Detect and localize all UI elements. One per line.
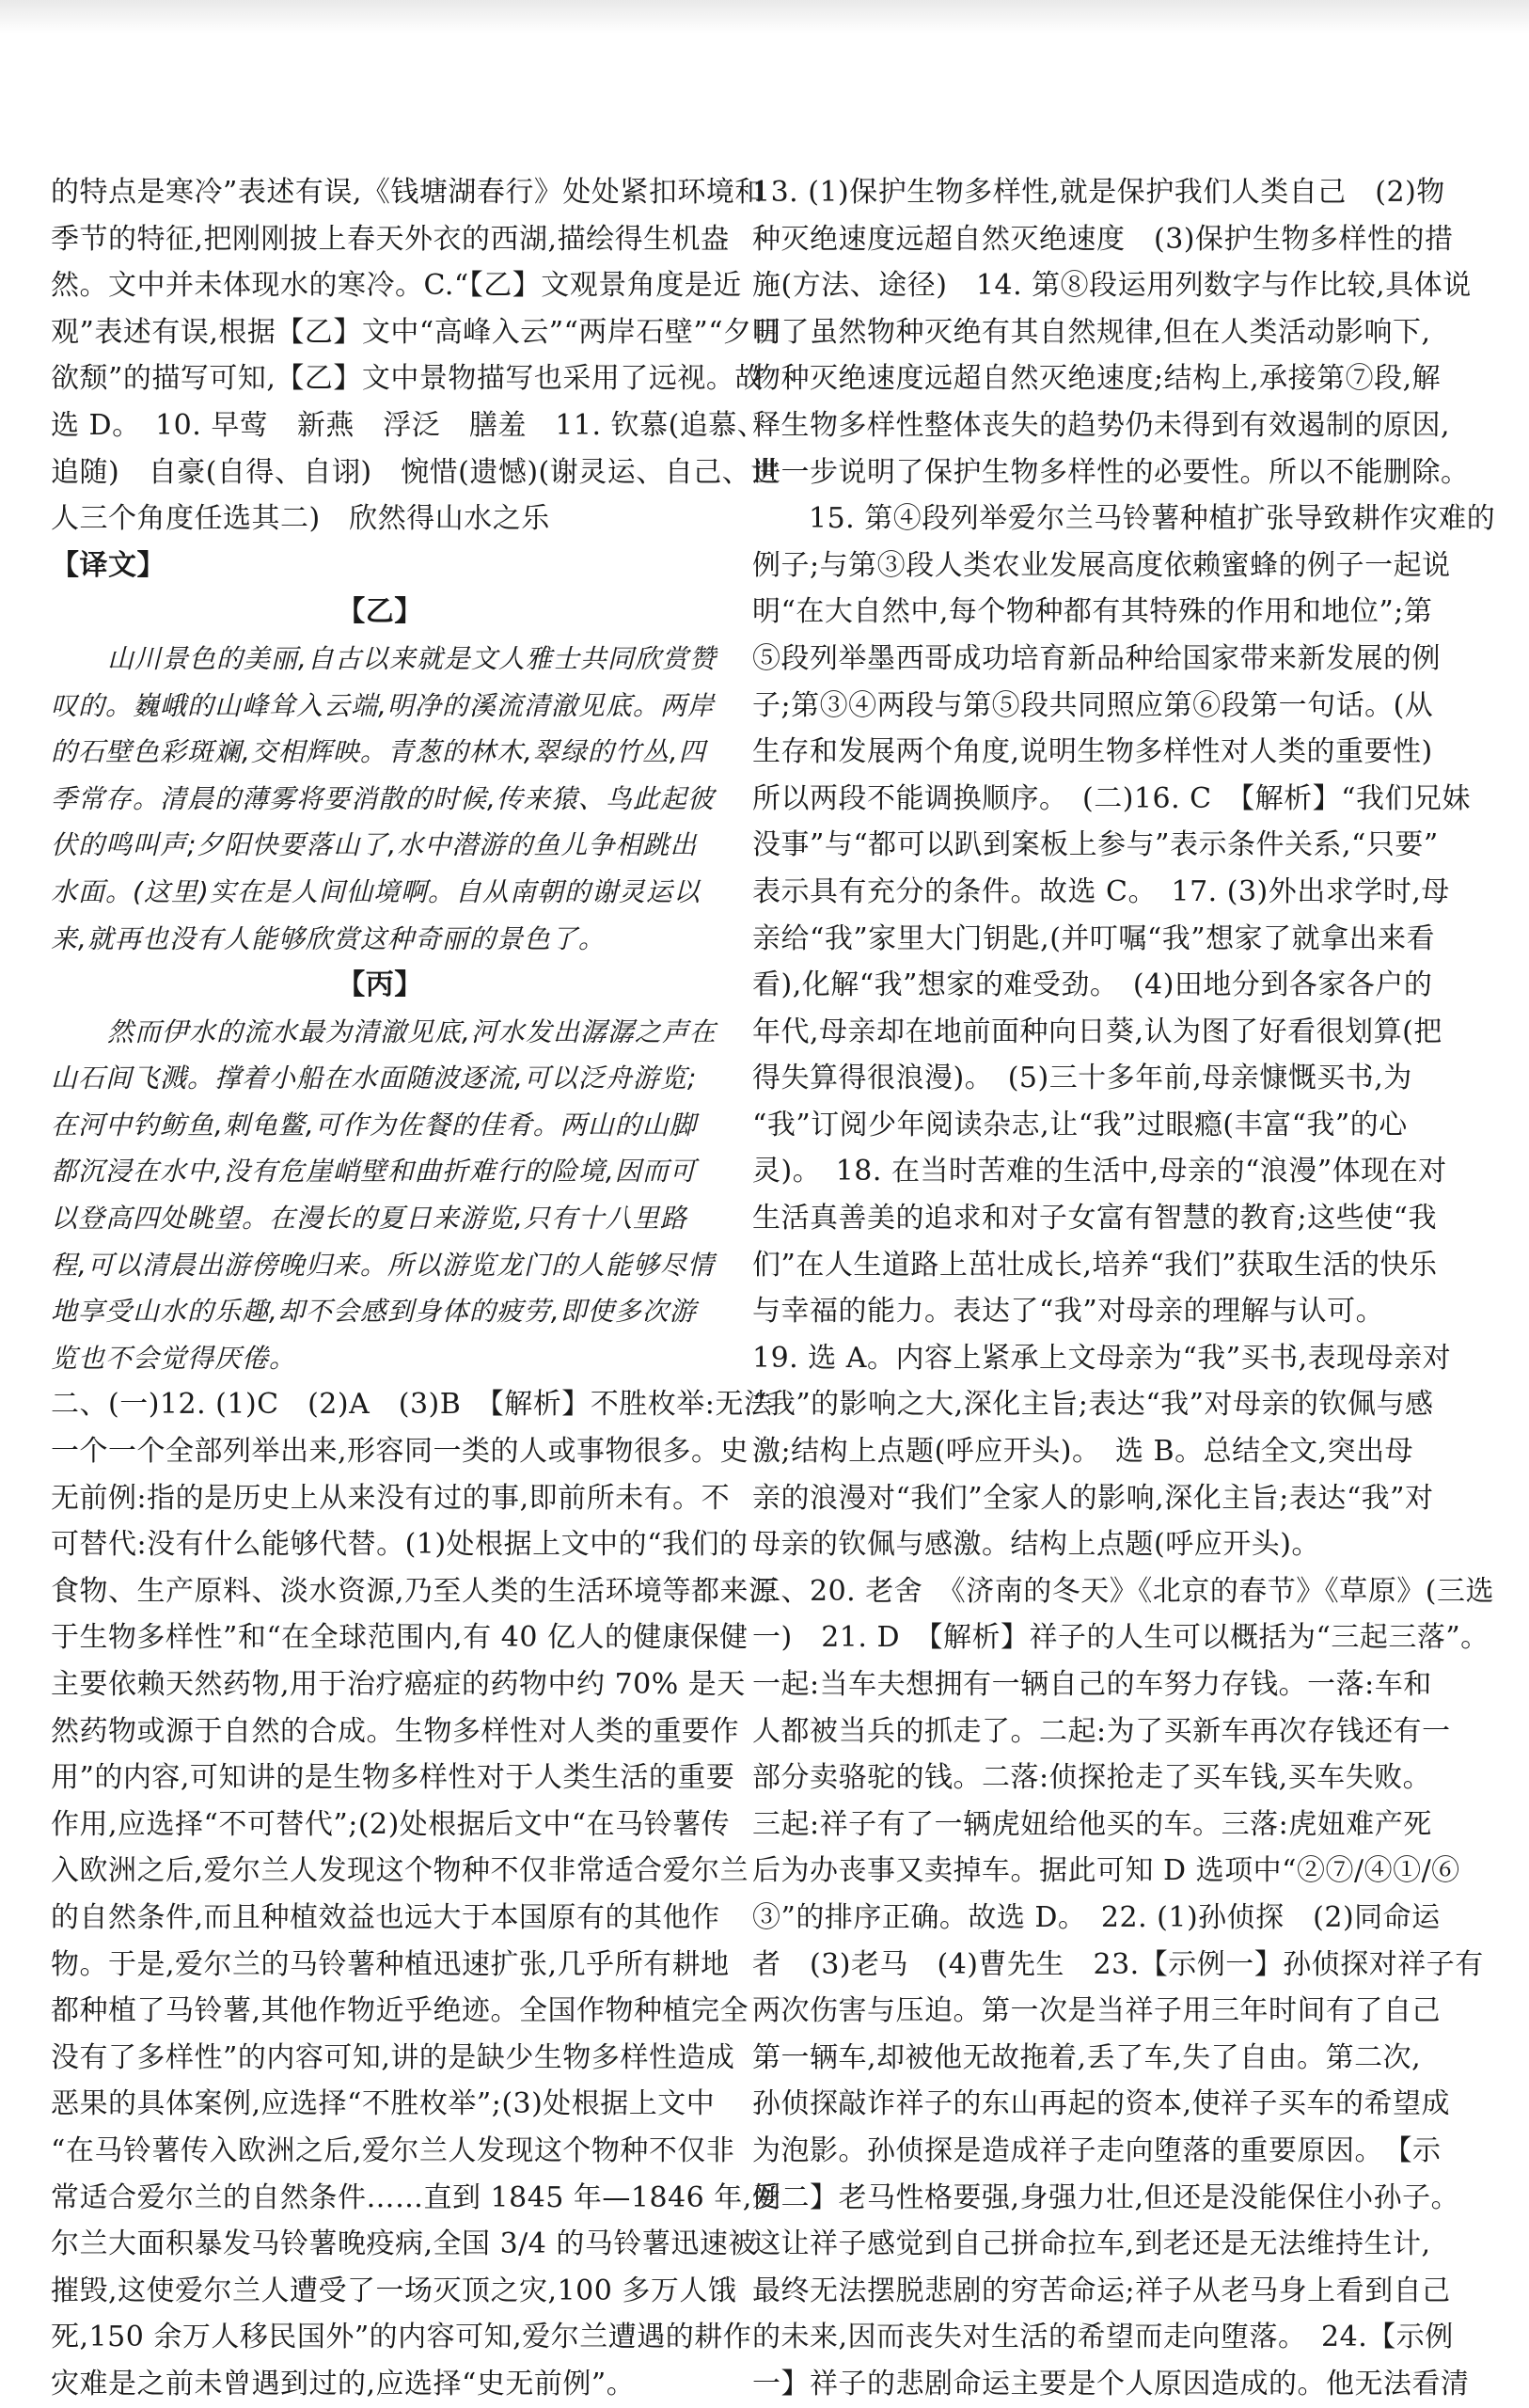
text-line: 的特点是寒冷”表述有误,《钱塘湖春行》处处紧扣环境和 (51, 176, 764, 209)
text-line: 进一步说明了保护生物多样性的必要性。所以不能删除。 (752, 455, 1470, 489)
text-line: 人三个角度任选其二) 欣然得山水之乐 (51, 502, 550, 536)
text-line: 于生物多样性”和“在全球范围内,有 40 亿人的健康保健 (51, 1621, 749, 1655)
text-line: 亲给“我”家里大门钥匙,(并叮嘱“我”想家了就拿出来看 (752, 921, 1436, 955)
text-line: 13. (1)保护生物多样性,就是保护我们人类自己 (2)物 (752, 176, 1445, 209)
text-line: 然而伊水的流水最为清澈见底,河水发出潺潺之声在 (107, 1015, 717, 1047)
text-line: 恶果的具体案例,应选择“不胜枚举”;(3)处根据上文中 (51, 2087, 716, 2121)
text-line: 没有了多样性”的内容可知,讲的是缺少生物多样性造成 (51, 2040, 735, 2074)
text-line: 亲的浪漫对“我们”全家人的影响,深化主旨;表达“我”对 (752, 1481, 1434, 1515)
text-line: 灵)。 18. 在当时苦难的生活中,母亲的“浪漫”体现在对 (752, 1155, 1447, 1188)
text-line: 伏的鸣叫声;夕阳快要落山了,水中潜游的鱼儿争相跳出 (51, 829, 698, 861)
text-line: 物种灭绝速度远超自然灭绝速度;结构上,承接第⑦段,解 (752, 362, 1442, 396)
right-column (752, 169, 1496, 2408)
text-line: 程,可以清晨出游傍晚归来。所以游览龙门的人能够尽情 (51, 1249, 715, 1281)
text-line: 在河中钓鲂鱼,刺龟鳖,可作为佐餐的佳肴。两山的山脚 (51, 1109, 697, 1141)
text-line: 地享受山水的乐趣,却不会感到身体的疲劳,即使多次游 (51, 1296, 697, 1328)
text-line: 人都被当兵的抓走了。二起:为了买新车再次存钱还有一 (752, 1714, 1451, 1748)
text-line: “在马铃薯传入欧洲之后,爱尔兰人发现这个物种不仅非 (51, 2133, 735, 2167)
text-line: 主要依赖天然药物,用于治疗癌症的药物中约 70% 是天 (51, 1668, 746, 1701)
text-line: 死,150 余万人移民国外”的内容可知,爱尔兰遭遇的耕作 (51, 2321, 752, 2354)
text-line: 都沉浸在水中,没有危崖峭壁和曲折难行的险境,因而可 (51, 1156, 697, 1188)
text-line: 两次伤害与压迫。第一次是当祥子用三年时间有了自己 (752, 1994, 1441, 2028)
text-line: 这让祥子感觉到自己拼命拉车,到老还是无法维持生计, (752, 2227, 1431, 2261)
text-line: 追随) 自豪(自得、自诩) 惋惜(遗憾)(谢灵运、自己、世 (51, 455, 780, 489)
text-line: 部分卖骆驼的钱。二落:侦探抢走了买车钱,买车失败。 (752, 1761, 1432, 1795)
text-line: 山石间飞溅。撑着小船在水面随波逐流,可以泛舟游览; (51, 1062, 698, 1094)
text-line: 观”表述有误,根据【乙】文中“高峰入云”“两岸石壁”“夕日 (51, 315, 781, 349)
text-line: 的自然条件,而且种植效益也远大于本国原有的其他作 (51, 1900, 720, 1934)
text-line: “我”的影响之大,深化主旨;表达“我”对母亲的钦佩与感 (752, 1388, 1434, 1422)
text-line: 然。文中并未体现水的寒冷。C.“【乙】文观景角度是近 (51, 269, 742, 303)
text-line: 三、20. 老舍 《济南的冬天》《北京的春节》《草原》(三选 (752, 1574, 1494, 1608)
text-line: 生活真善美的追求和对子女富有智慧的教育;这些使“我 (752, 1202, 1437, 1235)
text-line: 尔兰大面积暴发马铃薯晚疫病,全国 3/4 的马铃薯迅速被 (51, 2227, 757, 2261)
text-line: 季常存。清晨的薄雾将要消散的时候,传来猿、鸟此起彼 (51, 782, 715, 814)
text-line: 例子;与第③段人类农业发展高度依赖蜜蜂的例子一起说 (752, 548, 1451, 582)
text-line: 水面。(这里)实在是人间仙境啊。自从南朝的谢灵运以 (51, 875, 701, 907)
text-line: 母亲的钦佩与感激。结构上点题(呼应开头)。 (752, 1528, 1320, 1562)
text-line: 的未来,因而丧失对生活的希望而走向堕落。 24.【示例 (752, 2321, 1454, 2354)
text-line: 所以两段不能调换顺序。 (二)16. C 【解析】“我们兄妹 (752, 781, 1471, 815)
text-line: 孙侦探敲诈祥子的东山再起的资本,使祥子买车的希望成 (752, 2087, 1451, 2121)
section-heading: 【译文】 (51, 548, 166, 582)
text-line: 可替代:没有什么能够代替。(1)处根据上文中的“我们的 (51, 1528, 749, 1562)
text-line: 无前例:指的是历史上从来没有过的事,即前所未有。不 (51, 1481, 731, 1515)
text-line: ⑤段列举墨西哥成功培育新品种给国家带来新发展的例 (752, 641, 1441, 675)
text-line: 一) 21. D 【解析】祥子的人生可以概括为“三起三落”。 (752, 1621, 1490, 1655)
text-line: 没事”与“都可以趴到案板上参与”表示条件关系,“只要” (752, 828, 1439, 862)
text-line: 览也不会觉得厌倦。 (51, 1342, 297, 1374)
text-line: 作用,应选择“不可替代”;(2)处根据后文中“在马铃薯传 (51, 1807, 731, 1841)
text-line: 得失算得很浪漫)。 (5)三十多年前,母亲慷慨买书,为 (752, 1062, 1412, 1095)
text-line: 二、(一)12. (1)C (2)A (3)B 【解析】不胜枚举:无法 (51, 1388, 773, 1422)
text-line: 们”在人生道路上茁壮成长,培养“我们”获取生活的快乐 (752, 1248, 1438, 1282)
text-line: 入欧洲之后,爱尔兰人发现这个物种不仅非常适合爱尔兰 (51, 1854, 749, 1888)
text-line: 一个一个全部列举出来,形容同一类的人或事物很多。史 (51, 1435, 749, 1469)
text-line: “我”订阅少年阅读杂志,让“我”过眼瘾(丰富“我”的心 (752, 1108, 1408, 1141)
text-line: 叹的。巍峨的山峰耸入云端,明净的溪流清澈见底。两岸 (51, 689, 715, 721)
text-line: 明“在大自然中,每个物种都有其特殊的作用和地位”;第 (752, 595, 1433, 629)
text-line: 欲颓”的描写可知,【乙】文中景物描写也采用了远视。故 (51, 362, 764, 396)
section-heading: 【丙】 (337, 968, 423, 1002)
text-line: 看),化解“我”想家的难受劲。 (4)田地分到各家各户的 (752, 968, 1433, 1002)
text-line: 种灭绝速度远超自然灭绝速度 (3)保护生物多样性的措 (752, 222, 1454, 256)
text-line: 三起:祥子有了一辆虎妞给他买的车。三落:虎妞难产死 (752, 1807, 1432, 1841)
left-column (51, 169, 781, 2408)
text-line: 常适合爱尔兰的自然条件……直到 1845 年—1846 年,爱 (51, 2180, 781, 2214)
text-line: 为泡影。孙侦探是造成祥子走向堕落的重要原因。 【示 (752, 2133, 1442, 2167)
text-line: 以登高四处眺望。在漫长的夏日来游览,只有十八里路 (51, 1203, 687, 1235)
text-line: 选 D。 10. 早莺 新燕 浮泛 膳羞 11. 钦慕(追慕、 (51, 408, 766, 442)
section-heading: 【乙】 (337, 595, 423, 629)
text-line: 15. 第④段列举爱尔兰马铃薯种植扩张导致耕作灾难的 (809, 502, 1496, 536)
text-line: 一起:当车夫想拥有一辆自己的车努力存钱。一落:车和 (752, 1668, 1432, 1701)
text-line: 食物、生产原料、淡水资源,乃至人类的生活环境等都来源 (51, 1574, 778, 1608)
text-line: 生存和发展两个角度,说明生物多样性对人类的重要性) (752, 735, 1433, 769)
text-line: 季节的特征,把刚刚披上春天外衣的西湖,描绘得生机盎 (51, 222, 730, 256)
text-line: 灾难是之前未曾遇到过的,应选择“史无前例”。 (51, 2367, 636, 2400)
text-line: 然药物或源于自然的合成。生物多样性对人类的重要作 (51, 1714, 739, 1748)
text-line: 19. 选 A。内容上紧承上文母亲为“我”买书,表现母亲对 (752, 1341, 1452, 1375)
text-line: 的石壁色彩斑斓,交相辉映。青葱的林木,翠绿的竹丛,四 (51, 736, 706, 768)
text-line: 表示具有充分的条件。故选 C。 17. (3)外出求学时,母 (752, 874, 1450, 908)
text-line: 者 (3)老马 (4)曹先生 23.【示例一】孙侦探对祥子有 (752, 1947, 1484, 1981)
text-line: 年代,母亲却在地前面种向日葵,认为图了好看很划算(把 (752, 1015, 1442, 1048)
text-line: 物。于是,爱尔兰的马铃薯种植迅速扩张,几乎所有耕地 (51, 1947, 730, 1981)
text-line: 明了虽然物种灭绝有其自然规律,但在人类活动影响下, (752, 315, 1431, 349)
text-line: 子;第③④两段与第⑤段共同照应第⑥段第一句话。(从 (752, 688, 1434, 722)
text-line: 用”的内容,可知讲的是生物多样性对于人类生活的重要 (51, 1761, 735, 1795)
text-line: 例二】老马性格要强,身强力壮,但还是没能保住小孙子。 (752, 2180, 1460, 2214)
text-line: 第一辆车,却被他无故拖着,丢了车,失了自由。第二次, (752, 2040, 1422, 2074)
text-line: 摧毁,这使爱尔兰人遭受了一场灭顶之灾,100 多万人饿 (51, 2274, 737, 2307)
text-line: 山川景色的美丽,自古以来就是文人雅士共同欣赏赞 (107, 642, 717, 674)
text-line: 释生物多样性整体丧失的趋势仍未得到有效遏制的原因, (752, 408, 1451, 442)
text-line: ③”的排序正确。故选 D。 22. (1)孙侦探 (2)同命运 (752, 1900, 1441, 1934)
text-line: 最终无法摆脱悲剧的穷苦命运;祥子从老马身上看到自己 (752, 2274, 1451, 2307)
text-line: 一】祥子的悲剧命运主要是个人原因造成的。他无法看清 (752, 2367, 1470, 2400)
text-line: 来,就再也没有人能够欣赏这种奇丽的景色了。 (51, 922, 606, 954)
text-line: 都种植了马铃薯,其他作物近乎绝迹。全国作物种植完全 (51, 1994, 749, 2028)
text-line: 施(方法、途径) 14. 第⑧段运用列数字与作比较,具体说 (752, 269, 1472, 303)
top-edge-strip (0, 0, 1529, 34)
text-line: 后为办丧事又卖掉车。据此可知 D 选项中“②⑦/④①/⑥ (752, 1854, 1460, 1888)
text-line: 激;结构上点题(呼应开头)。 选 B。总结全文,突出母 (752, 1435, 1414, 1469)
text-line: 与幸福的能力。表达了“我”对母亲的理解与认可。 (752, 1295, 1385, 1329)
